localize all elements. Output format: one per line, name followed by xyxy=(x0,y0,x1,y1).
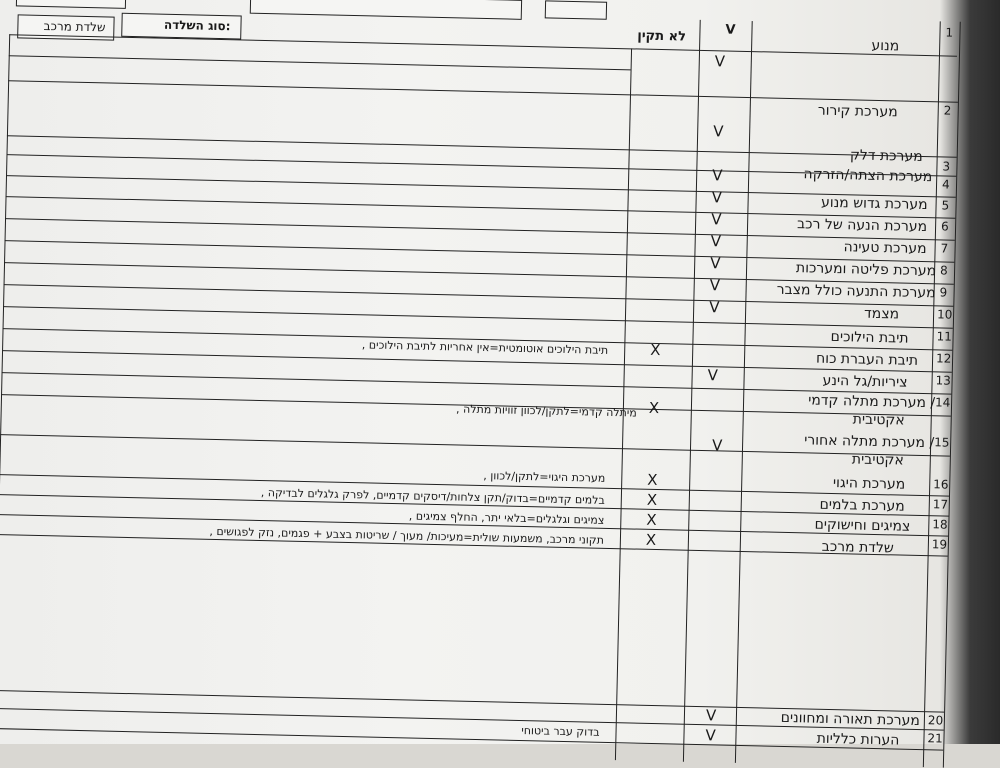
row-num-18: 18 xyxy=(932,517,948,532)
row-line xyxy=(3,306,953,329)
row-21-ok-mark: V xyxy=(705,726,716,745)
row-21-note: בדוק עבר ביטוחי xyxy=(521,724,600,739)
row-num-17: 17 xyxy=(932,497,949,512)
header-box-mid xyxy=(250,0,522,20)
row-num-1: 1 xyxy=(945,25,954,40)
row-line xyxy=(7,135,957,158)
row-17-label: מערכת בלמים xyxy=(819,496,905,515)
row-9-ok-mark: V xyxy=(709,276,721,295)
row-num-19: 19 xyxy=(931,537,948,552)
row-16-label: מערכת היגוי xyxy=(832,475,906,493)
row-13-label: ציריות/גל הינע xyxy=(822,372,908,391)
row-15-label: / מערכת מתלה אחורי xyxy=(804,432,935,452)
row-num-12: 12 xyxy=(935,351,952,366)
row-2-label: מערכת קירור xyxy=(817,102,898,121)
ok-column-header: V xyxy=(725,22,736,38)
category-header: מנוע xyxy=(871,37,900,55)
row-1-ok-mark: V xyxy=(714,52,726,71)
row-12-label: תיבת העברת כוח xyxy=(815,350,919,369)
row-num-14: 14 xyxy=(934,395,951,410)
row-6-ok-mark: V xyxy=(711,210,722,229)
row-2-ok-mark: V xyxy=(713,122,724,141)
row-line xyxy=(2,372,952,395)
row-18-label: צמיגים וחישוקים xyxy=(814,516,911,535)
row-18-note: צמיגים וגלגלים=בלאי יתר, החלף צמיגים , xyxy=(408,509,605,527)
row-11-label: תיבת הילוכים xyxy=(830,328,909,347)
row-20-ok-mark: V xyxy=(705,706,717,725)
row-13-ok-mark: V xyxy=(707,366,719,385)
row-line xyxy=(8,80,958,103)
row-17-note: בלמים קדמיים=בדוק/תקן צלחות/דיסקים קדמיים, לפרק גלגלים לבדיקה , xyxy=(260,486,605,507)
row-14-label: / מערכת מתלה קדמי xyxy=(808,392,936,412)
row-14-fail-mark: X xyxy=(648,398,660,418)
row-num-7: 7 xyxy=(940,241,949,256)
row-21-label: הערות כלליות xyxy=(816,730,900,749)
row-3-label: מערכת דלק xyxy=(849,147,923,165)
row-num-4: 4 xyxy=(941,177,950,192)
row-10-ok-mark: V xyxy=(709,298,720,317)
header-box-left xyxy=(16,0,126,9)
row-num-8: 8 xyxy=(939,263,948,278)
row-num-6: 6 xyxy=(940,219,949,234)
row-num-21: 21 xyxy=(927,731,943,746)
row-line xyxy=(5,240,955,263)
row-15-ok-mark: V xyxy=(711,436,723,455)
row-line xyxy=(0,728,943,751)
table-left xyxy=(0,34,10,746)
row-19-fail-mark: X xyxy=(645,530,657,550)
row-num-3: 3 xyxy=(942,159,951,174)
row-14-note: מיתלה קדמי=לתקן/לכוון זוויות מתלה , xyxy=(455,402,637,420)
row-14-label-line2: אקטיבית xyxy=(852,411,905,429)
col-fail-ok xyxy=(683,20,701,762)
row-num-9: 9 xyxy=(939,285,948,300)
col-ok-cat xyxy=(735,21,753,763)
row-10-label: מצמד xyxy=(863,305,900,323)
row-num-13: 13 xyxy=(935,373,952,388)
row-17-fail-mark: X xyxy=(646,490,658,510)
row-num-20: 20 xyxy=(927,713,944,728)
col-note-fail xyxy=(615,48,632,760)
row-4-ok-mark: V xyxy=(712,166,723,185)
row-7-label: מערכת טעינה xyxy=(843,239,927,258)
row-num-10: 10 xyxy=(936,307,953,322)
row-8-ok-mark: V xyxy=(710,254,721,273)
row-18-fail-mark: X xyxy=(646,510,657,530)
row-15-label-line2: אקטיבית xyxy=(851,451,904,469)
not-ok-column-header: לא תקין xyxy=(637,28,687,45)
row-num-15: 15 xyxy=(934,435,950,450)
row-19-label: שלדת מרכב xyxy=(821,538,894,557)
row-num-5: 5 xyxy=(941,198,950,213)
row-5-label: מערכת גדוש מנוע xyxy=(820,194,928,214)
field-type-label: :סוג השלדה xyxy=(163,17,231,34)
row-4-label: מערכת הצתה/הזרקה xyxy=(803,166,933,186)
row-19-note: תקוני מרכב, משמעות שולית=מעיכות/ מעוך / שריטות בצבע + פגמים, נזק לפגושים , xyxy=(209,524,605,547)
row-line xyxy=(6,196,956,219)
row-9-label: מערכת התנעה כולל מצבר xyxy=(776,281,936,302)
row-16-fail-mark: X xyxy=(647,470,658,490)
row-16-note: מערכת היגוי=לתקן/לכוון , xyxy=(483,469,606,485)
row-num-11: 11 xyxy=(936,329,953,344)
row-12-note: תיבת הילוכים אוטומטית=אין אחריות לתיבת הילוכים , xyxy=(361,338,609,357)
header-box-small xyxy=(545,0,607,19)
row-5-ok-mark: V xyxy=(711,188,723,207)
row-7-ok-mark: V xyxy=(710,232,722,251)
row-6-label: מערכת הנעה של רכב xyxy=(796,216,928,236)
row-12-fail-mark: X xyxy=(650,340,661,360)
row-line xyxy=(9,55,631,70)
row-line xyxy=(0,690,944,713)
row-20-label: מערכת תאורה ומחוונים xyxy=(780,709,921,730)
field-type-box xyxy=(121,13,242,40)
chassis-label: שלדת מרכב xyxy=(43,18,106,35)
table-top xyxy=(9,34,957,57)
row-8-label: מערכת פליטה ומערכות xyxy=(795,260,937,280)
row-num-2: 2 xyxy=(943,103,952,118)
row-num-16: 16 xyxy=(933,477,949,492)
